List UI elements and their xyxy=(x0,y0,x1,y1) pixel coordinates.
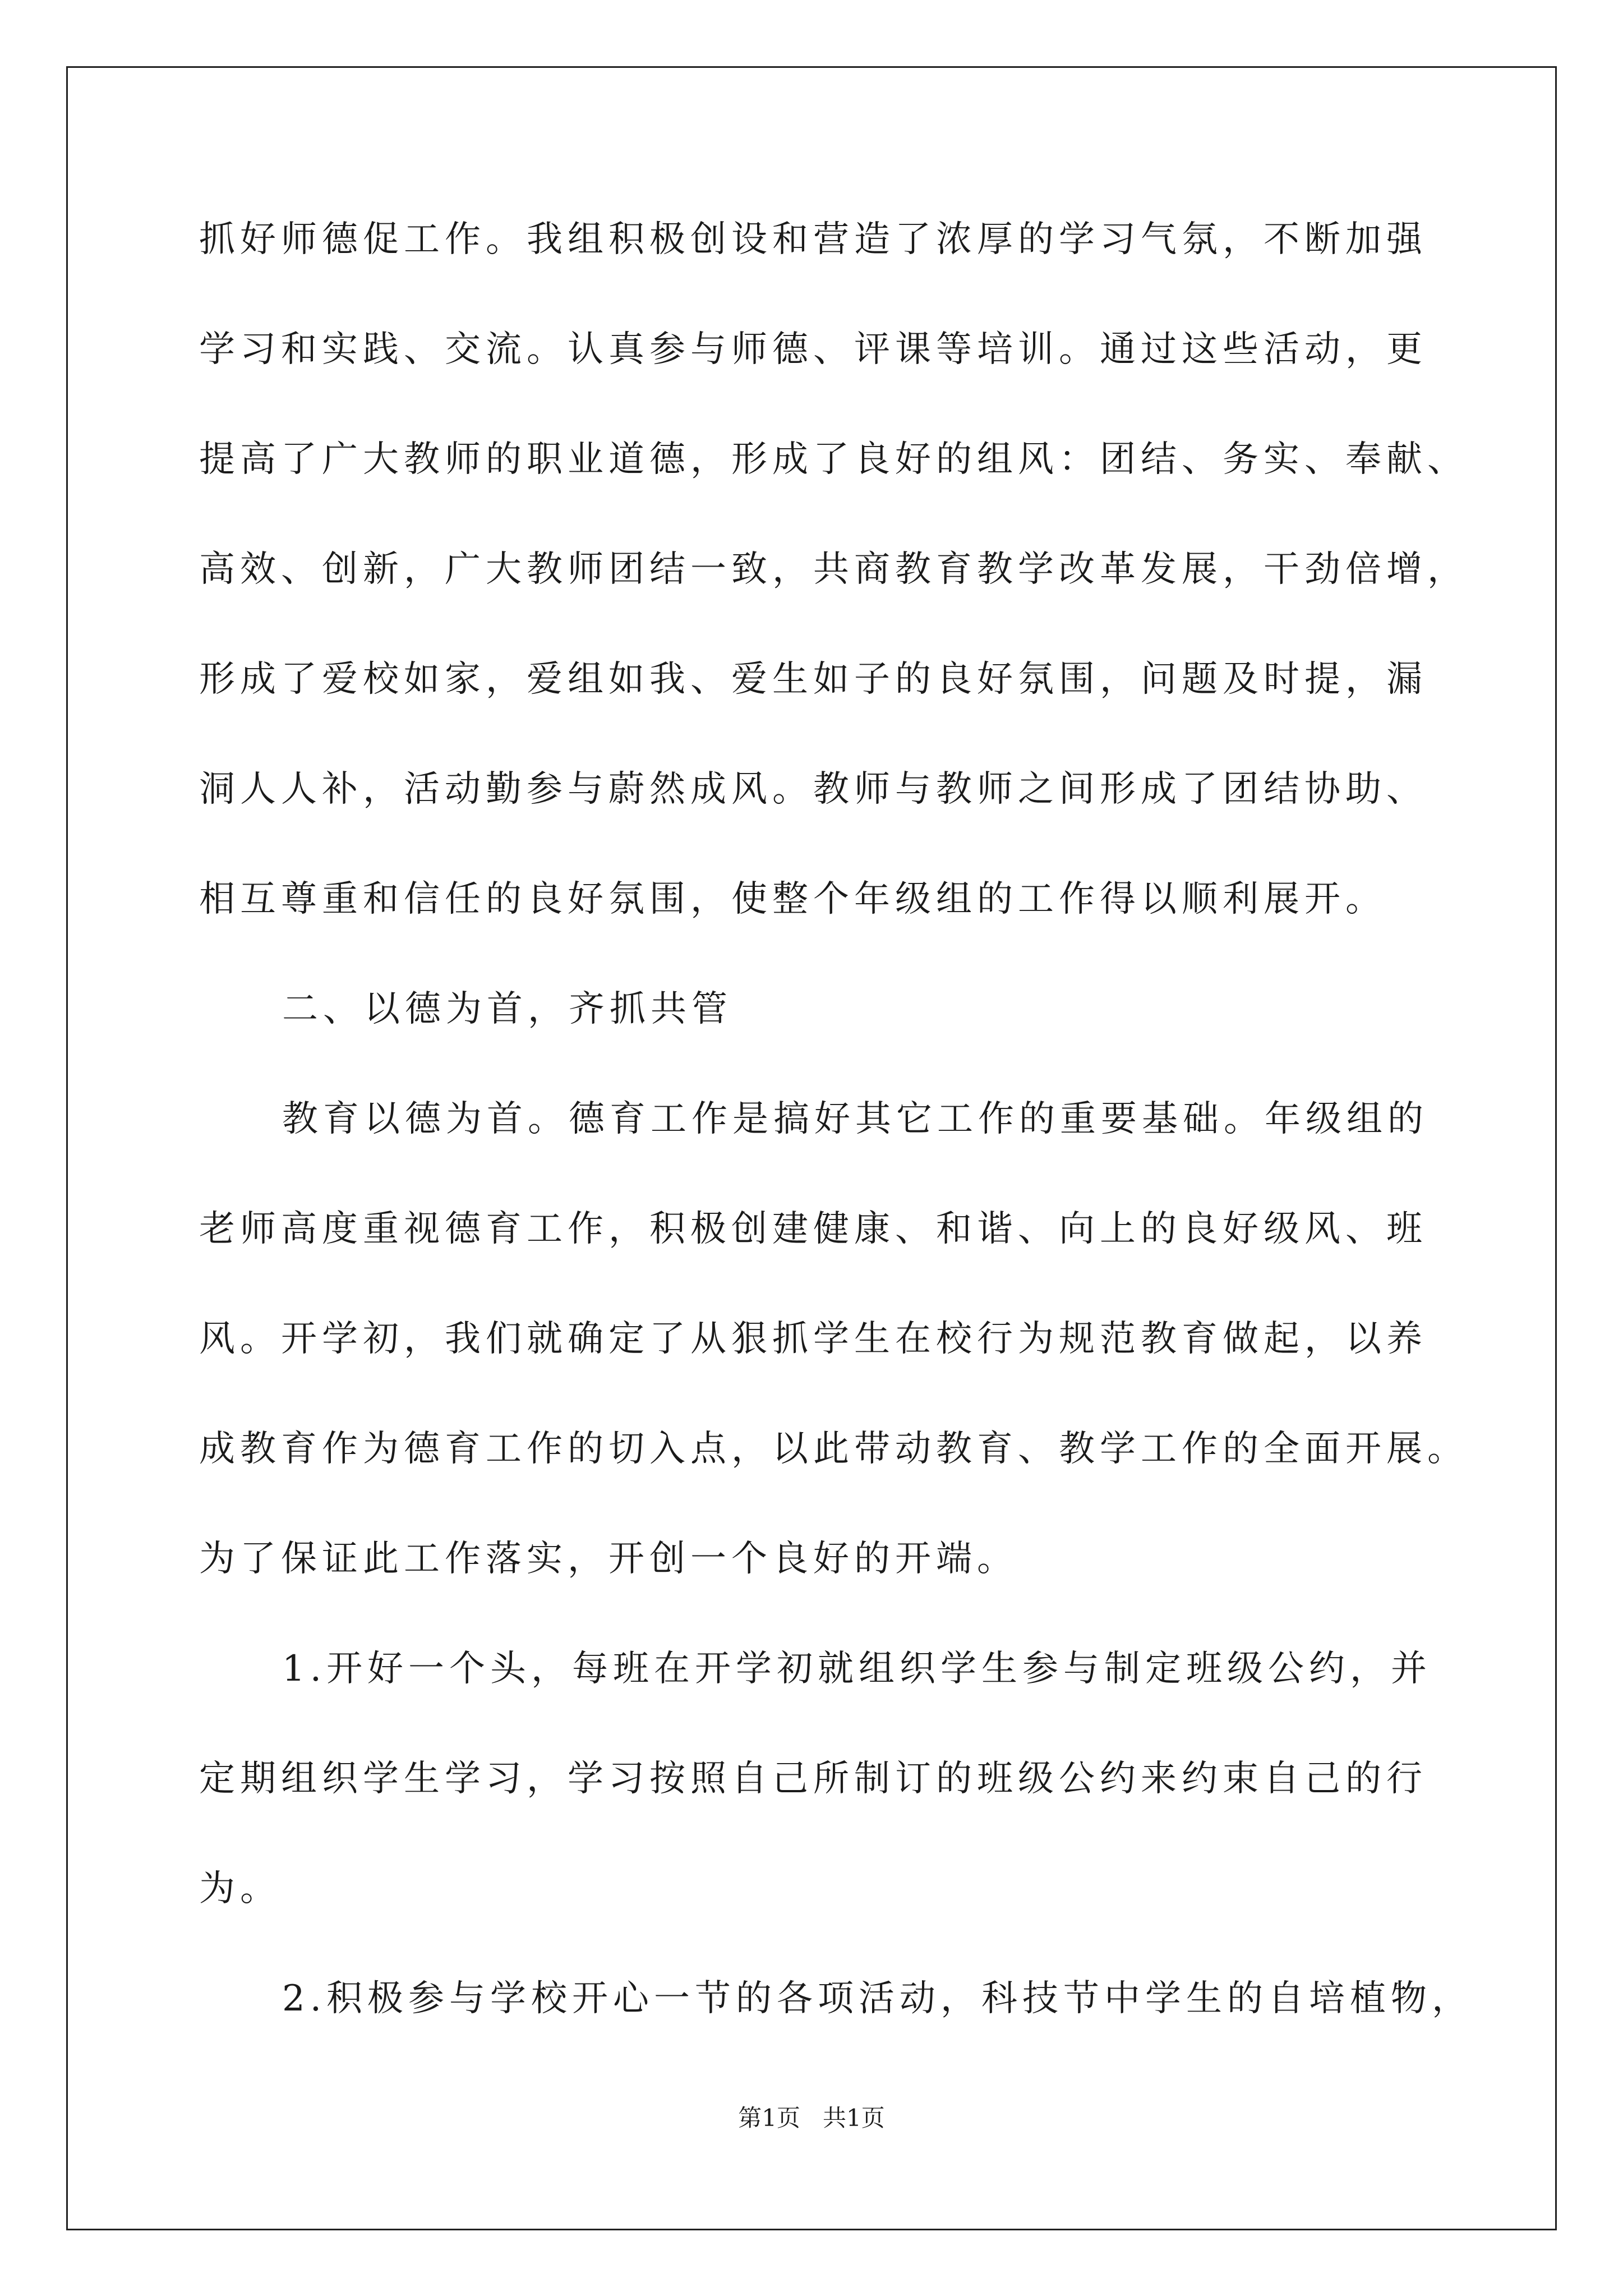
text-line: 成教育作为德育工作的切入点，以此带动教育、教学工作的全面开展。 xyxy=(199,1428,1468,1470)
text-line: 为。 xyxy=(199,1868,281,1910)
text-line: 教育以德为首。德育工作是搞好其它工作的重要基础。年级组的 xyxy=(282,1098,1428,1140)
section-heading: 二、以德为首，齐抓共管 xyxy=(282,988,732,1030)
text-line: 洞人人补，活动勤参与蔚然成风。教师与教师之间形成了团结协助、 xyxy=(199,769,1427,810)
text-line: 定期组织学生学习，学习按照自己所制订的班级公约来约束自己的行 xyxy=(199,1758,1427,1800)
document-body xyxy=(199,211,1473,2081)
text-line: 学习和实践、交流。认真参与师德、评课等培训。通过这些活动，更 xyxy=(199,329,1427,370)
text-line: 形成了爱校如家，爱组如我、爱生如子的良好氛围，问题及时提，漏 xyxy=(199,659,1427,700)
text-line: 提高了广大教师的职业道德，形成了良好的组风：团结、务实、奉献、 xyxy=(199,439,1468,480)
list-item: 2.积极参与学校开心一节的各项活动，科技节中学生的自培植物， xyxy=(282,1978,1473,2019)
text-line: 高效、创新，广大教师团结一致，共商教育教学改革发展，干劲倍增， xyxy=(199,549,1468,590)
text-line: 风。开学初，我们就确定了从狠抓学生在校行为规范教育做起，以养 xyxy=(199,1318,1427,1360)
page-footer: 第1页 共1页 xyxy=(738,2104,885,2132)
text-line: 为了保证此工作落实，开创一个良好的开端。 xyxy=(199,1538,1018,1580)
text-line: 老师高度重视德育工作，积极创建健康、和谐、向上的良好级风、班 xyxy=(199,1208,1427,1250)
list-item: 1.开好一个头，每班在开学初就组织学生参与制定班级公约，并 xyxy=(282,1648,1432,1690)
text-line: 相互尊重和信任的良好氛围，使整个年级组的工作得以顺利展开。 xyxy=(199,878,1386,920)
text-line: 抓好师德促工作。我组积极创设和营造了浓厚的学习气氛，不断加强 xyxy=(199,219,1427,260)
